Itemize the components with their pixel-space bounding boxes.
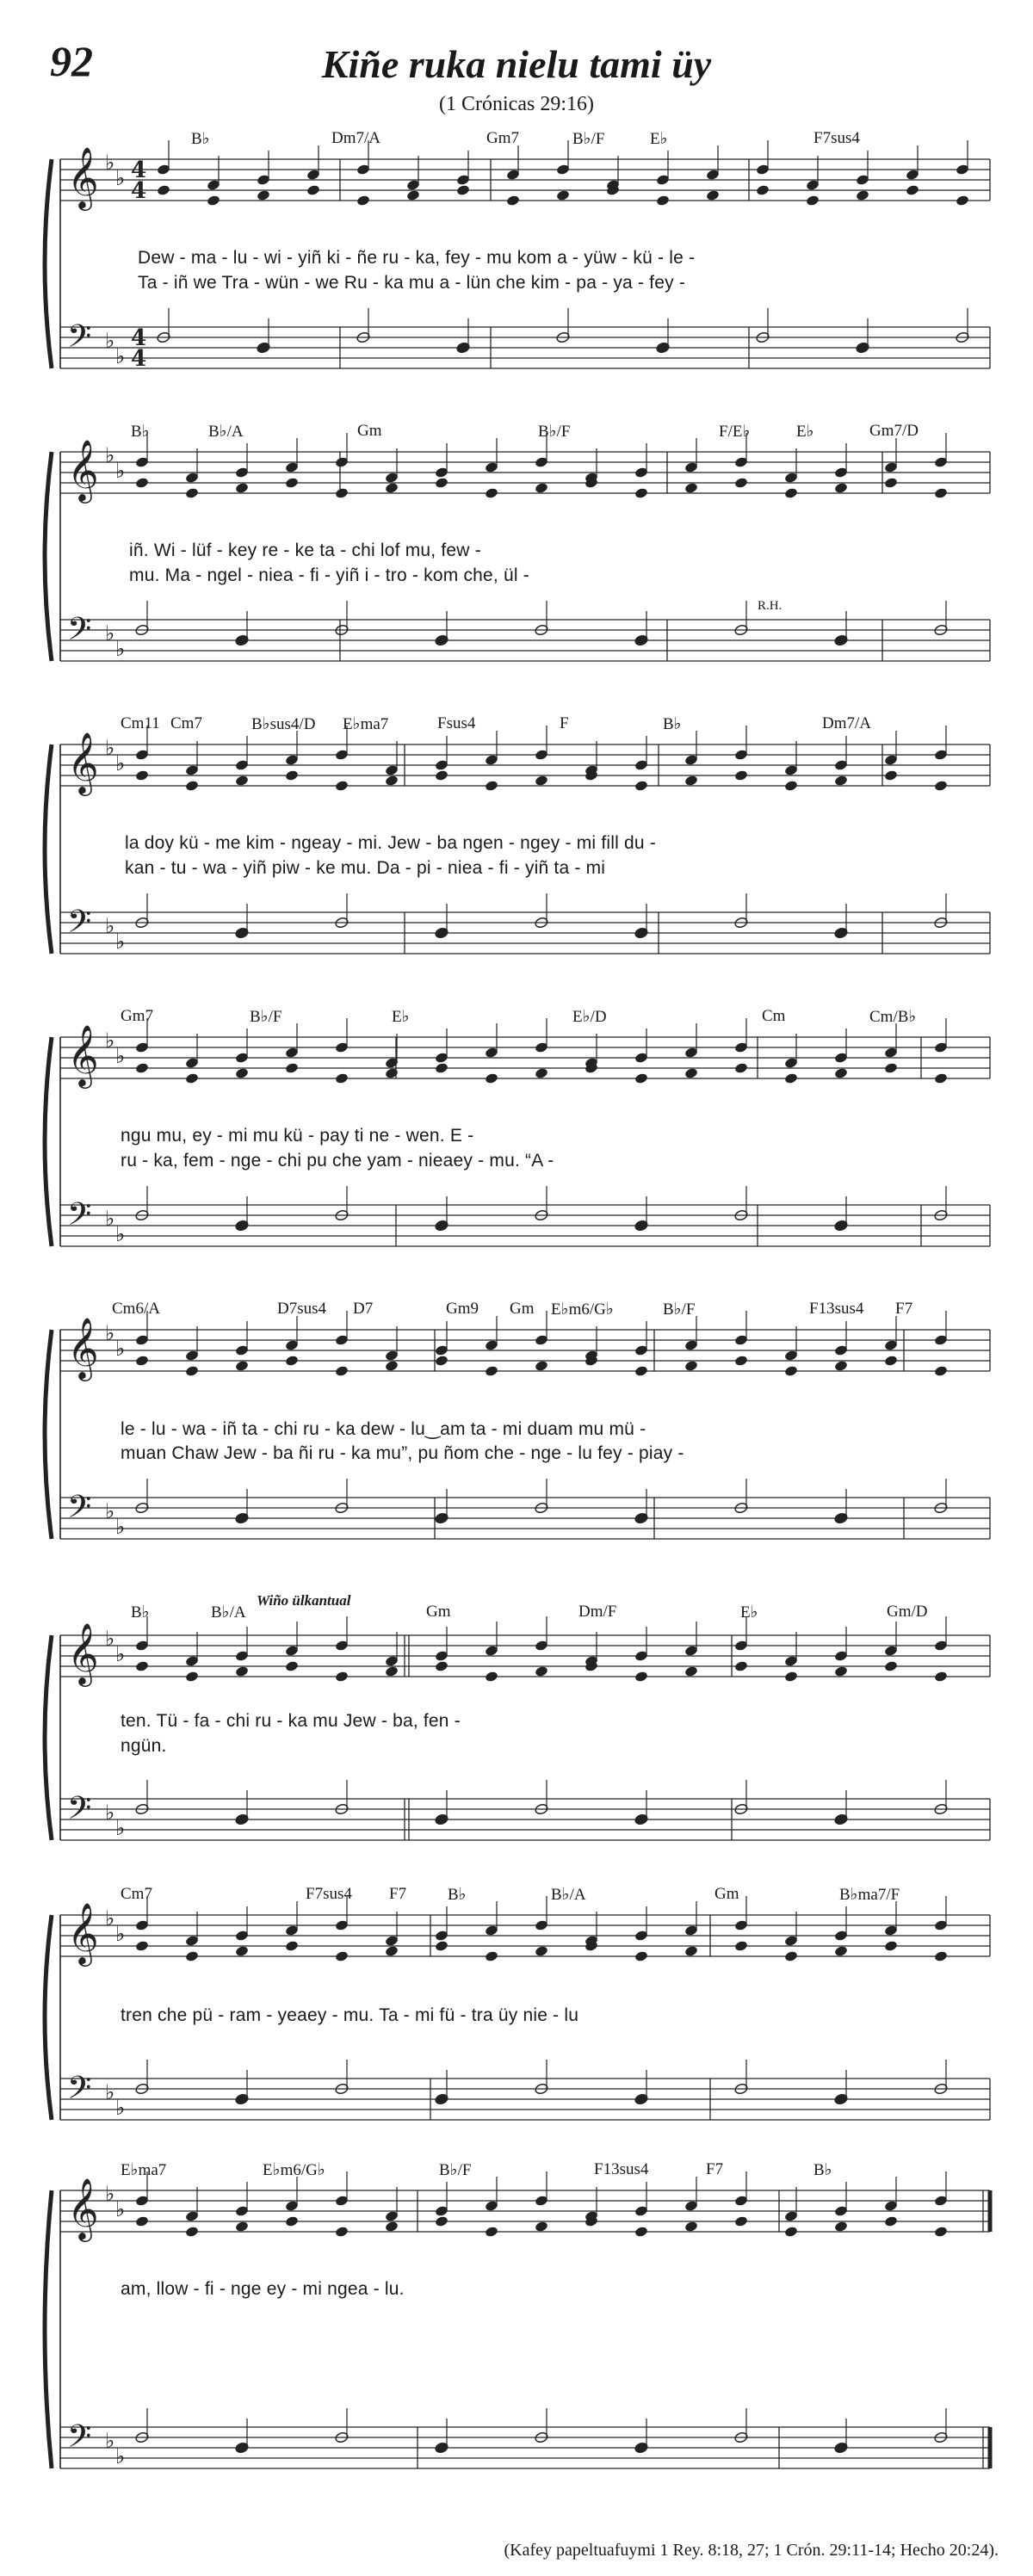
note-head — [235, 775, 250, 787]
note-head — [506, 195, 521, 207]
bass-clef-icon: 𝄢 — [67, 318, 92, 362]
system-bracket — [45, 744, 52, 954]
note-head — [634, 780, 649, 792]
note-head — [684, 1945, 699, 1957]
note-head — [356, 195, 371, 207]
key-flat-icon: ♭ — [115, 166, 126, 190]
note-head — [634, 487, 649, 499]
note-head — [385, 2221, 399, 2233]
note-head — [385, 1945, 399, 1957]
note-head — [135, 1940, 150, 1952]
note-head — [335, 487, 349, 499]
note-head — [734, 1062, 749, 1074]
note-head — [806, 195, 820, 207]
key-flat-icon: ♭ — [105, 2080, 115, 2104]
lyric-verse-1: la doy kü - me kim - ngeay - mi. Jew - ba ngen - ngey - mi fill du - — [125, 833, 656, 853]
note-head — [456, 184, 471, 196]
chord-symbol: F13sus4 — [809, 1300, 864, 1318]
chord-symbol: Cm11 — [121, 714, 160, 732]
chord-symbol: Gm — [714, 1885, 739, 1903]
key-flat-icon: ♭ — [115, 1816, 126, 1840]
note-head — [435, 2215, 449, 2227]
chord-symbol: Dm7/A — [822, 714, 871, 732]
system-bracket — [45, 159, 52, 368]
note-head — [934, 2226, 949, 2238]
note-head — [834, 1945, 849, 1957]
note-head — [135, 1660, 150, 1672]
chord-symbol: B♭/F — [663, 1300, 696, 1319]
chord-symbol: Gm — [357, 422, 382, 440]
chord-symbol: B♭ — [131, 1603, 150, 1622]
lyric-verse-2: kan - tu - wa - yiñ piw - ke mu. Da - pi - niea - fi - yiñ ta - mi — [125, 858, 606, 878]
note-head — [335, 780, 349, 792]
key-flat-icon: ♭ — [105, 621, 115, 646]
key-flat-icon: ♭ — [115, 459, 126, 483]
chord-symbol: E♭ — [796, 423, 814, 441]
note-head — [435, 1660, 449, 1672]
key-flat-icon: ♭ — [115, 637, 126, 661]
time-signature: 4 — [131, 158, 147, 183]
note-head — [385, 1360, 399, 1372]
music-system-3 — [0, 714, 1033, 981]
grand-staff — [45, 2171, 990, 2468]
note-head — [734, 1940, 749, 1952]
chord-symbol: B♭ — [131, 423, 150, 441]
chord-symbol: B♭/F — [538, 423, 571, 441]
note-head — [535, 1665, 549, 1677]
lyric-verse-1: am, llow - fi - nge ey - mi ngea - lu. — [121, 2279, 405, 2299]
note-head — [535, 1945, 549, 1957]
key-flat-icon: ♭ — [115, 1337, 126, 1361]
music-system-2 — [0, 422, 1033, 689]
lyric-verse-2: muan Chaw Jew - ba ñi ru - ka mu”, pu ñom che - nge - lu fey - piay - — [121, 1443, 684, 1463]
lyric-verse-1: tren che pü - ram - yeaey - mu. Ta - mi fü - tra üy nie - lu — [121, 2005, 579, 2025]
time-signature: 4 — [131, 346, 147, 372]
bass-clef-icon: 𝄢 — [67, 2070, 92, 2114]
tempo-marking: Wiño ülkantual — [257, 1592, 351, 1609]
note-head — [485, 487, 499, 499]
chord-symbol: F — [560, 714, 569, 732]
note-head — [634, 1365, 649, 1377]
chord-symbol: Fsus4 — [437, 714, 476, 732]
key-flat-icon: ♭ — [105, 1906, 115, 1930]
note-head — [684, 1360, 699, 1372]
chord-symbol: B♭ — [813, 2161, 832, 2179]
note-head — [385, 1067, 399, 1079]
note-head — [335, 1072, 349, 1084]
note-head — [335, 2226, 349, 2238]
treble-clef-icon: 𝄞 — [67, 1622, 99, 1684]
note-head — [784, 487, 799, 499]
key-flat-icon: ♭ — [105, 1499, 115, 1523]
system-bracket — [45, 1915, 52, 2120]
music-system-5 — [0, 1300, 1033, 1566]
note-head — [285, 1062, 300, 1074]
note-head — [185, 780, 200, 792]
note-head — [734, 2215, 749, 2227]
bass-clef-icon: 𝄢 — [67, 1790, 92, 1834]
note-head — [734, 1660, 749, 1672]
key-flat-icon: ♭ — [115, 1642, 126, 1666]
bass-clef-icon: 𝄢 — [67, 611, 92, 655]
note-head — [684, 2221, 699, 2233]
note-head — [535, 1067, 549, 1079]
chord-symbol: Gm9 — [446, 1300, 479, 1318]
bass-clef-icon: 𝄢 — [67, 904, 92, 948]
time-signature: 4 — [131, 325, 147, 351]
note-head — [756, 184, 770, 196]
note-head — [385, 1665, 399, 1677]
note-head — [734, 477, 749, 489]
note-head — [235, 1067, 250, 1079]
treble-clef-icon: 𝄞 — [67, 2177, 99, 2239]
note-head — [285, 1940, 300, 1952]
note-head — [135, 477, 150, 489]
system-bracket — [45, 2190, 52, 2468]
chord-symbol: B♭/A — [208, 423, 244, 441]
note-head — [535, 1360, 549, 1372]
note-head — [335, 1365, 349, 1377]
note-head — [684, 1665, 699, 1677]
music-system-6 — [0, 1592, 1033, 1859]
note-head — [235, 1360, 250, 1372]
note-head — [834, 482, 849, 494]
note-head — [435, 477, 449, 489]
chord-symbol: E♭ma7 — [343, 715, 389, 733]
lyric-verse-1: Dew - ma - lu - wi - yiñ ki - ñe ru - ka, fey - mu kom a - yüw - kü - le - — [138, 248, 696, 268]
note-head — [535, 482, 549, 494]
note-head — [634, 1072, 649, 1084]
note-head — [135, 2215, 150, 2227]
chord-symbol: B♭ — [663, 715, 682, 733]
key-flat-icon: ♭ — [115, 930, 126, 954]
note-head — [207, 195, 221, 207]
key-flat-icon: ♭ — [105, 1321, 115, 1345]
key-flat-icon: ♭ — [105, 1627, 115, 1651]
chord-symbol: Gm — [510, 1300, 535, 1318]
lyric-verse-2: ngün. — [121, 1736, 167, 1756]
chord-symbol: E♭ — [740, 1603, 758, 1622]
note-head — [656, 195, 671, 207]
chord-symbol: B♭ma7/F — [839, 1886, 900, 1904]
chord-symbol: Dm/F — [578, 1603, 617, 1621]
note-head — [435, 1062, 449, 1074]
music-system-7 — [0, 1885, 1033, 2152]
chord-symbol: F/E♭ — [719, 423, 751, 441]
note-head — [884, 1660, 899, 1672]
music-system-1 — [0, 129, 1033, 396]
note-head — [485, 1950, 499, 1962]
note-head — [306, 184, 321, 196]
note-head — [784, 780, 799, 792]
note-head — [784, 1950, 799, 1962]
note-head — [856, 189, 870, 201]
chord-symbol: B♭/A — [211, 1603, 246, 1622]
chord-symbol: B♭/F — [572, 130, 605, 148]
system-bracket — [45, 1330, 52, 1539]
note-head — [884, 477, 899, 489]
treble-clef-icon: 𝄞 — [67, 145, 99, 208]
note-head — [185, 1365, 200, 1377]
chord-symbol: B♭/F — [439, 2161, 472, 2179]
note-head — [934, 1950, 949, 1962]
note-head — [934, 780, 949, 792]
note-head — [556, 189, 571, 201]
note-head — [784, 1072, 799, 1084]
chord-symbol: Cm7 — [121, 1885, 152, 1903]
note-head — [406, 189, 421, 201]
right-hand-marking: R.H. — [758, 599, 782, 613]
key-flat-icon: ♭ — [105, 1029, 115, 1053]
note-head — [185, 1671, 200, 1683]
chord-symbol: Gm/D — [887, 1603, 928, 1621]
key-flat-icon: ♭ — [115, 2096, 126, 2120]
note-head — [684, 775, 699, 787]
chord-symbol: Cm/B♭ — [869, 1008, 917, 1026]
scripture-reference: (1 Crónicas 29:16) — [439, 93, 594, 115]
lyric-verse-1: ngu mu, ey - mi mu kü - pay ti ne - wen. E - — [121, 1126, 474, 1146]
note-head — [906, 184, 920, 196]
note-head — [485, 780, 499, 792]
note-head — [706, 189, 721, 201]
key-flat-icon: ♭ — [115, 344, 126, 368]
chord-symbol: Dm7/A — [331, 129, 380, 147]
music-system-4 — [0, 1007, 1033, 1274]
chord-symbol: B♭ — [448, 1886, 467, 1904]
lyric-verse-2: mu. Ma - ngel - niea - fi - yiñ i - tro - kom che, ül - — [129, 565, 529, 585]
time-signature: 4 — [131, 178, 147, 204]
chord-symbol: Cm7 — [170, 714, 202, 732]
note-head — [485, 1365, 499, 1377]
lyric-verse-2: Ta - iñ we Tra - wün - we Ru - ka mu a - lün che kim - pa - ya - fey - — [138, 273, 686, 293]
system-bracket — [45, 452, 52, 661]
note-head — [684, 482, 699, 494]
chord-symbol: Cm — [762, 1007, 786, 1025]
lyric-verse-1: ten. Tü - fa - chi ru - ka mu Jew - ba, fen - — [121, 1711, 461, 1731]
key-flat-icon: ♭ — [105, 914, 115, 938]
chord-symbol: D7sus4 — [277, 1300, 327, 1318]
note-head — [834, 1665, 849, 1677]
lyric-verse-2: ru - ka, fem - nge - chi pu che yam - nieaey - mu. “A - — [121, 1151, 554, 1171]
key-flat-icon: ♭ — [105, 2182, 115, 2206]
note-head — [185, 1072, 200, 1084]
chord-symbol: Gm — [426, 1603, 451, 1621]
key-flat-icon: ♭ — [105, 329, 115, 353]
bass-clef-icon: 𝄢 — [67, 1196, 92, 1240]
key-flat-icon: ♭ — [115, 1222, 126, 1246]
lyric-verse-1: iñ. Wi - lüf - key re - ke ta - chi lof mu, few - — [129, 541, 481, 560]
note-head — [834, 1360, 849, 1372]
note-head — [884, 769, 899, 781]
chord-symbol: B♭sus4/D — [251, 715, 316, 733]
staff-svg — [0, 2160, 1033, 2530]
chord-symbol: E♭ma7 — [121, 2161, 167, 2179]
treble-clef-icon: 𝄞 — [67, 1316, 99, 1379]
note-head — [884, 2215, 899, 2227]
chord-symbol: F7sus4 — [306, 1885, 352, 1903]
note-head — [235, 2221, 250, 2233]
note-head — [185, 487, 200, 499]
note-head — [934, 1072, 949, 1084]
note-head — [734, 1355, 749, 1367]
chord-symbol: Cm6/A — [112, 1300, 160, 1318]
chord-symbol: B♭/A — [551, 1886, 586, 1904]
chord-symbol: Gm7 — [486, 129, 519, 147]
note-head — [435, 1940, 449, 1952]
note-head — [285, 2215, 300, 2227]
key-flat-icon: ♭ — [115, 1515, 126, 1539]
key-flat-icon: ♭ — [115, 2197, 126, 2221]
note-head — [185, 2226, 200, 2238]
note-head — [535, 775, 549, 787]
key-flat-icon: ♭ — [105, 1207, 115, 1231]
key-flat-icon: ♭ — [115, 1044, 126, 1068]
key-flat-icon: ♭ — [115, 1922, 126, 1946]
key-flat-icon: ♭ — [105, 2429, 115, 2453]
note-head — [385, 482, 399, 494]
chord-symbol: F7 — [389, 1885, 407, 1903]
chord-symbol: E♭m6/G♭ — [551, 1300, 614, 1319]
note-head — [535, 2221, 549, 2233]
note-head — [285, 1355, 300, 1367]
treble-clef-icon: 𝄞 — [67, 1023, 99, 1086]
note-head — [485, 1072, 499, 1084]
note-head — [135, 769, 150, 781]
chord-symbol: B♭/F — [250, 1008, 282, 1026]
treble-clef-icon: 𝄞 — [67, 731, 99, 794]
note-head — [235, 1945, 250, 1957]
chord-symbol: E♭ — [392, 1008, 410, 1026]
note-head — [485, 1671, 499, 1683]
note-head — [285, 477, 300, 489]
note-head — [485, 2226, 499, 2238]
note-head — [257, 189, 271, 201]
note-head — [157, 184, 171, 196]
note-head — [135, 1355, 150, 1367]
scripture-footnote: (Kafey papeltuafuymi 1 Rey. 8:18, 27; 1 Crón. 29:11-14; Hecho 20:24). — [504, 2541, 999, 2560]
key-flat-icon: ♭ — [115, 751, 126, 775]
chord-symbol: F7 — [706, 2160, 724, 2178]
note-head — [435, 769, 449, 781]
note-head — [185, 1950, 200, 1962]
note-head — [285, 769, 300, 781]
chord-symbol: E♭ — [650, 130, 668, 148]
note-head — [934, 1365, 949, 1377]
key-flat-icon: ♭ — [105, 1801, 115, 1825]
music-system-8 — [0, 2160, 1033, 2530]
key-flat-icon: ♭ — [105, 736, 115, 760]
treble-clef-icon: 𝄞 — [67, 438, 99, 501]
bass-clef-icon: 𝄢 — [67, 2418, 92, 2462]
note-head — [784, 1671, 799, 1683]
note-head — [784, 2226, 799, 2238]
hymn-number: 92 — [50, 37, 93, 85]
note-head — [135, 1062, 150, 1074]
note-head — [834, 1067, 849, 1079]
key-flat-icon: ♭ — [115, 2444, 126, 2468]
note-head — [956, 195, 970, 207]
note-head — [884, 1940, 899, 1952]
note-head — [285, 1660, 300, 1672]
chord-symbol: F7sus4 — [813, 129, 860, 147]
treble-clef-icon: 𝄞 — [67, 1901, 99, 1964]
note-head — [934, 487, 949, 499]
note-head — [884, 1355, 899, 1367]
note-head — [884, 1062, 899, 1074]
hymn-title: Kiñe ruka nielu tami üy — [321, 42, 712, 86]
note-head — [934, 1671, 949, 1683]
chord-symbol: D7 — [353, 1300, 374, 1318]
note-head — [634, 2226, 649, 2238]
system-bracket — [45, 1037, 52, 1246]
note-head — [784, 1365, 799, 1377]
lyric-verse-1: le - lu - wa - iñ ta - chi ru - ka dew - lu‿am ta - mi duam mu mü - — [121, 1419, 646, 1439]
note-head — [634, 1671, 649, 1683]
note-head — [734, 769, 749, 781]
key-flat-icon: ♭ — [105, 443, 115, 467]
note-head — [235, 1665, 250, 1677]
chord-symbol: E♭m6/G♭ — [263, 2161, 325, 2179]
note-head — [435, 1355, 449, 1367]
chord-symbol: Gm7 — [121, 1007, 153, 1025]
note-head — [634, 1950, 649, 1962]
chord-symbol: B♭ — [191, 130, 210, 148]
chord-symbol: Gm7/D — [869, 422, 919, 440]
system-bracket — [45, 1635, 52, 1840]
key-flat-icon: ♭ — [105, 151, 115, 175]
note-head — [834, 2221, 849, 2233]
note-head — [235, 482, 250, 494]
note-head — [335, 1671, 349, 1683]
chord-symbol: F13sus4 — [594, 2160, 649, 2178]
note-head — [834, 775, 849, 787]
note-head — [335, 1950, 349, 1962]
bass-clef-icon: 𝄢 — [67, 1489, 92, 1533]
chord-symbol: E♭/D — [572, 1008, 607, 1026]
note-head — [385, 775, 399, 787]
chord-symbol: F7 — [895, 1300, 913, 1318]
note-head — [684, 1067, 699, 1079]
